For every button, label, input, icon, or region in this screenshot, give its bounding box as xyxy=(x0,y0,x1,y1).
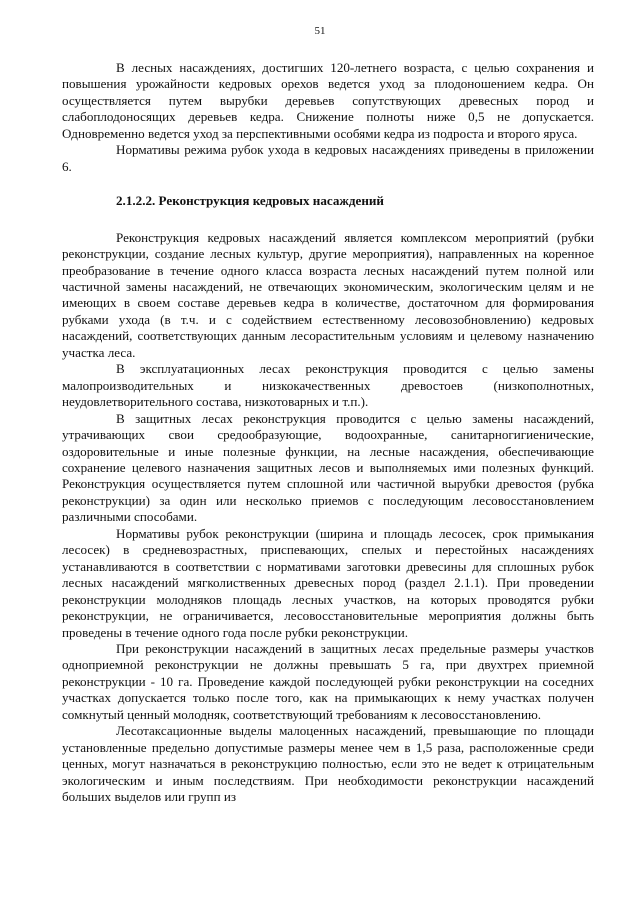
paragraph-exploitation-forests: В эксплуатационных лесах реконструкция проводится с целью замены малопроизводительных и низкокачественных древостоев (низкополнотных, неудовлетворительного состава, низкотоварных и т.п.). xyxy=(62,361,594,410)
document-body xyxy=(62,60,594,805)
paragraph-thinning-norms-reference: Нормативы режима рубок ухода в кедровых насаждениях приведены в приложении 6. xyxy=(62,142,594,174)
paragraph-low-value-plots: Лесотаксационные выделы малоценных насаждений, превышающие по площади установленные предельно допустимые размеры менее чем в 1,5 раза, расположенные среди ценных, могут назначаться в реконструкцию полностью, если это не ведет к отрицательным экологическим и иным последствиям. При необходимости реконструкции насаждений больших выделов или групп из xyxy=(62,723,594,805)
paragraph-size-limits: При реконструкции насаждений в защитных лесах предельные размеры участков одноприемной реконструкции не должны превышать 5 га, при двухтрех приемной реконструкции - 10 га. Проведение каждой последующей рубки реконструкции на соседних участках допускается только после того, как на примыкающих к нему участках получен сомкнутый ценный молодняк, соответствующий требованиям к лесовосстановлению. xyxy=(62,640,594,722)
paragraph-protective-forests: В защитных лесах реконструкция проводится с целью замены насаждений, утрачивающих свои средообразующие, водоохранные, санитарногигиенические, оздоровительные и иные полезные функции, на лесные насаждения, обеспечивающие сохранение целевого назначения защитных лесов и выполняемых ими полезных функций. Реконструкция осуществляется путем сплошной или частичной вырубки древостоя (рубка реконструкции) за один или несколько приемов с последующим лесовосстановлением различными способами. xyxy=(62,410,594,525)
paragraph-reconstruction-definition: Реконструкция кедровых насаждений является комплексом мероприятий (рубки реконструкции, создание лесных культур, другие мероприятия), направленных на коренное преобразование в течение одного класса возраста лесных насаждений путем полной или частичной замены насаждений, не отвечающих экономическим, экологическим целям и не имеющих в своем составе деревьев кедра в количестве, достаточном для формирования рубками ухода (в т.ч. и с содействием естественному лесовозобновлению) кедровых насаждений, соответствующих данным лесорастительным условиям и целевому назначению участка леса. xyxy=(62,229,594,360)
section-heading: 2.1.2.2. Реконструкция кедровых насаждений xyxy=(116,193,384,209)
paragraph-reconstruction-norms: Нормативы рубок реконструкции (ширина и площадь лесосек, срок примыкания лесосек) в средневозрастных, приспевающих, спелых и перестойных насаждениях устанавливаются в соответствии с нормативами заготовки древесины для сплошных рубок лесных насаждений мягколиственных древесных пород (раздел 2.1.1). При проведении реконструкции молодняков площадь лесных участков, на которых проводятся рубки реконструкции, не ограничивается, лесовосстановительные мероприятия должны быть проведены в течение одного года после рубки реконструкции. xyxy=(62,525,594,640)
paragraph-cedar-fruiting-care: В лесных насаждениях, достигших 120-летнего возраста, с целью сохранения и повышения урожайности кедровых орехов ведется уход за плодоношением кедра. Он осуществляется путем вырубки деревьев сопутствующих древесных пород и слабоплодоносящих деревьев кедра. Снижение полноты ниже 0,5 не допускается. Одновременно ведется уход за перспективными особями кедра из подроста и второго яруса. xyxy=(62,60,594,141)
page-number: 51 xyxy=(314,25,326,37)
